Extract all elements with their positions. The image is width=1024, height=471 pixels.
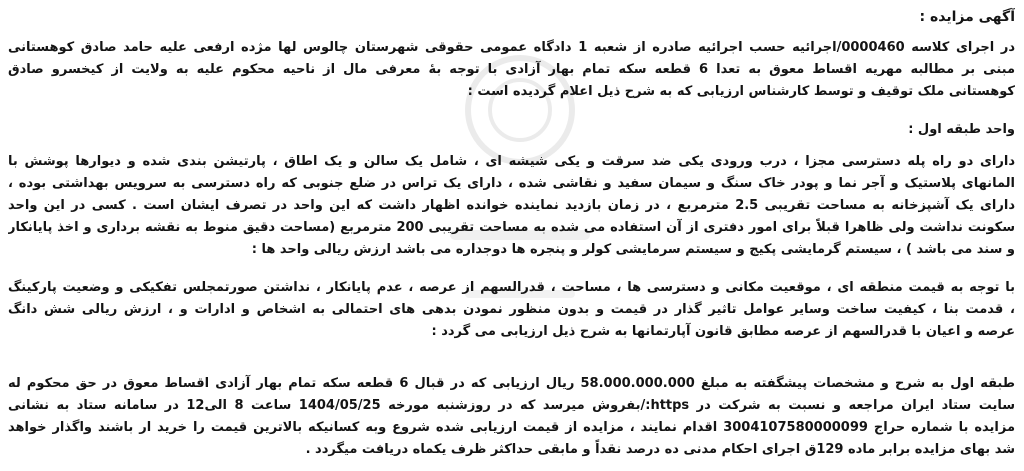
intro-line: در اجرای کلاسه 0000460/اجرائیه حسب اجرائیه صادره از شعبه 1 دادگاه عمومی حقوقی شهرستان چالوس لها مژده ارفعی علیه حامد صادق کوهستانی — [8, 40, 1015, 55]
valuation-paragraph — [8, 277, 1015, 343]
valuation-line: ، قدمت بنا ، کیفیت ساخت وسایر عوامل تاثیر گذار در قیمت و بدون منظور نمودن بدهی های احتمالی به اشخاص و ادارات و ، ارزش ریالی شش دانگ — [8, 302, 1015, 317]
notice-title-block — [8, 6, 1015, 28]
intro-line: کوهستانی ملک توقیف و توسط کارشناس ارزیابی که به شرح ذیل اعلام گردیده است : — [467, 84, 1015, 99]
intro-line: مبنی بر مطالبه مهریه اقساط معوق به تعدا 6 قطعه سکه تمام بهار آزادی با توجه بهٔ معرفی مال از ناحیه محکوم علیه به ولایت از کیخسرو صادق — [8, 62, 1015, 77]
sale-terms-line: مزایده با شماره حراج 3004107580000099 اقدام نمایند ، مزایده از قیمت ارزیابی شده شروع وبه کسانیکه بالاترین قیمت را خرید ار باشند واگذار خواهد — [8, 420, 1015, 435]
notice-title: آگهی مزایده : — [919, 9, 1015, 25]
valuation-line: با توجه به قیمت منطقه ای ، موقعیت مکانی و دسترسی ها ، مساحت ، قدرالسهم از عرصه ، عدم پایانکار ، نداشتن صورتمجلس تفکیکی و وضعیت پارکینگ — [8, 280, 1015, 295]
sale-terms-line: شد بهای مزایده برابر ماده 129ق اجرای احکام مدنی ده درصد نقداً و مابقی حداکثر ظرف یکماه دریافت میگردد . — [305, 442, 1015, 457]
unit-description-line: و سند می باشد ) ، سیستم گرمایشی پکیج و سیستم سرمایشی کولر و پنجره ها دوجداره می باشد ارزش ریالی واحد ها : — [251, 242, 1015, 257]
unit-heading: واحد طبقه اول : — [908, 122, 1015, 137]
unit-description-line: سکونت نداشت ولی ظاهرا قبلاً برای امور دفتری از آن استفاده می شده به مساحت تقریبی 200 مترمربع (مساحت دقیق منوط به نقشه برداری و اخذ پایانکار — [8, 220, 1015, 235]
unit-description-line: المانهای پلاستیک و آجر نما و پودر خاک سنگ و سیمان سفید و نقاشی شده ، دارای یک تراس در ضلع جنوبی که راه دسترسی به سرویس بهداشتی بوده ، — [8, 176, 1015, 191]
unit-description-line: دارای یک آشپزخانه به مساحت تقریبی 2.5 مترمربع ، در زمان بازدید نماینده خوانده اظهار داشت که این واحد در تصرف ایشان است . کسی در این واحد — [8, 198, 1015, 213]
sale-terms-line: طبقه اول به شرح و مشخصات پیشگفته به مبلغ 58.000.000.000 ریال ارزیابی که در قبال 6 قطعه سکه تمام بهار آزادی اقساط معوق در حق محکوم له — [8, 376, 1015, 391]
valuation-line: عرصه و اعیان با قدرالسهم از عرصه مطابق قانون آپارتمانها به شرح ذیل ارزیابی می گردد : — [431, 324, 1015, 339]
unit-description-line: دارای دو راه پله دسترسی مجزا ، درب ورودی یکی ضد سرقت و یکی شیشه ای ، شامل یک سالن و یک اطاق ، پارتیشن بندی شده و دیوارها پوشش با — [8, 154, 1015, 169]
intro-paragraph — [8, 37, 1015, 103]
unit-heading-block — [8, 119, 1015, 141]
sale-terms-paragraph — [8, 373, 1015, 461]
sale-terms-line: سایت ستاد ایران مراجعه و نسبت به شرکت در https:/بفروش میرسد که در روزشنبه مورخه 1404/05/25 ساعت 8 الی12 در سامانه ستاد به نشانی — [8, 398, 1015, 413]
unit-description-paragraph — [8, 151, 1015, 261]
